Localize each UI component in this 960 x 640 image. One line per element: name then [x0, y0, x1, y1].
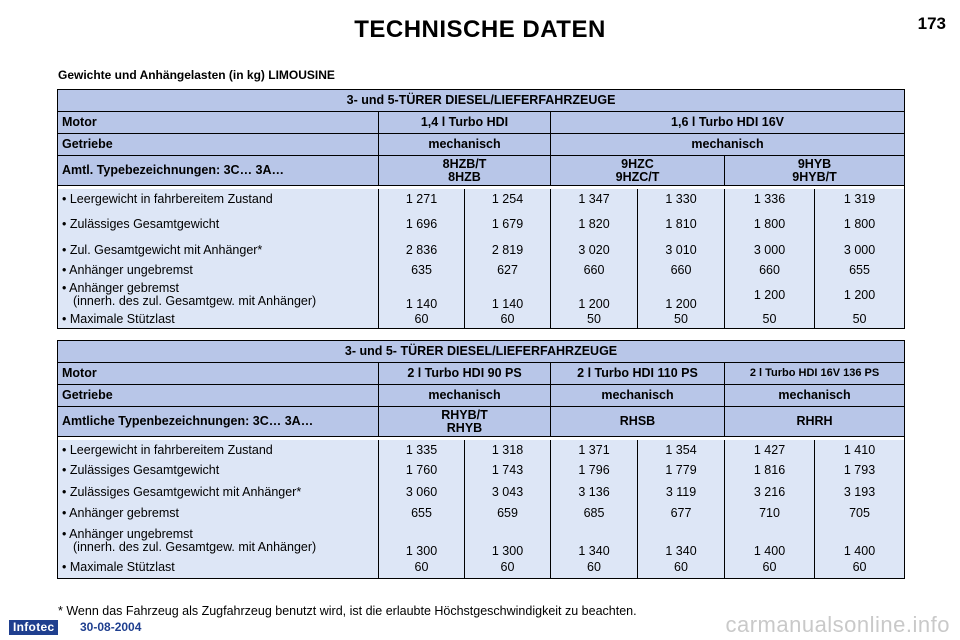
- row-label-note: (innerh. des zul. Gesamtgew. mit Anhänger): [73, 540, 317, 554]
- row-label: • Leergewicht in fahrbereitem Zustand: [58, 440, 379, 460]
- cell-value: 1 793: [815, 460, 905, 481]
- footer-date: 30-08-2004: [80, 620, 142, 634]
- table-row: [58, 503, 905, 524]
- cell-value: 685: [551, 503, 638, 524]
- cell-value: 1 254: [465, 189, 551, 209]
- cell-value: 1 319: [815, 189, 905, 209]
- cell-value: 3 060: [379, 481, 465, 503]
- type-code: 8HZB/T: [442, 156, 487, 171]
- cell-value: 1 427: [725, 440, 815, 460]
- table2-title: 3- und 5- TÜRER DIESEL/LIEFERFAHRZEUGE: [58, 341, 905, 363]
- cell-value: 1 800: [815, 209, 905, 239]
- cell-value: 3 043: [465, 481, 551, 503]
- table-row: [58, 209, 905, 239]
- cell-value: 1 200: [725, 279, 815, 311]
- row-label-line: • Anhänger gebremst: [62, 281, 179, 295]
- cell-value: 50: [725, 311, 815, 328]
- table-row: [58, 239, 905, 261]
- row-label: • Maximale Stützlast: [58, 558, 379, 578]
- table1-motor: 1,4 l Turbo HDI: [379, 112, 551, 134]
- table-row: [58, 279, 905, 311]
- cell-value: 660: [551, 261, 638, 279]
- table-row: [58, 481, 905, 503]
- table2-type: RHRH: [725, 407, 905, 437]
- cell-value: 1 340: [551, 524, 638, 558]
- cell-value: 60: [465, 558, 551, 578]
- table-row: [58, 189, 905, 209]
- row-label: • Anhänger ungebremst: [58, 261, 379, 279]
- cell-value: 1 696: [379, 209, 465, 239]
- table2-type-label: Amtliche Typenbezeichnungen: 3C… 3A…: [58, 407, 379, 437]
- row-label: • Maximale Stützlast: [58, 311, 379, 328]
- cell-value: 1 810: [638, 209, 725, 239]
- table1-motor-label: Motor: [58, 112, 379, 134]
- cell-value: 710: [725, 503, 815, 524]
- cell-value: 60: [815, 558, 905, 578]
- cell-value: 627: [465, 261, 551, 279]
- table1-getriebe-label: Getriebe: [58, 134, 379, 156]
- row-label: • Zulässiges Gesamtgewicht: [58, 209, 379, 239]
- table2-motor: 2 l Turbo HDI 16V 136 PS: [725, 363, 905, 385]
- row-label-note: (innerh. des zul. Gesamtgew. mit Anhänger): [73, 294, 317, 308]
- cell-value: 2 819: [465, 239, 551, 261]
- table1-getriebe: mechanisch: [379, 134, 551, 156]
- cell-value: 1 335: [379, 440, 465, 460]
- table-row: [58, 440, 905, 460]
- cell-value: 1 779: [638, 460, 725, 481]
- cell-value: 2 836: [379, 239, 465, 261]
- row-label: [58, 279, 379, 311]
- table2-getriebe: mechanisch: [725, 385, 905, 407]
- cell-value: 1 347: [551, 189, 638, 209]
- row-label: • Leergewicht in fahrbereitem Zustand: [58, 189, 379, 209]
- cell-value: 1 200: [551, 279, 638, 311]
- table1-getriebe: mechanisch: [551, 134, 905, 156]
- cell-value: 659: [465, 503, 551, 524]
- cell-value: 60: [379, 558, 465, 578]
- cell-value: 60: [638, 558, 725, 578]
- cell-value: 50: [551, 311, 638, 328]
- cell-value: 3 000: [725, 239, 815, 261]
- table2-motor: 2 l Turbo HDI 110 PS: [551, 363, 725, 385]
- row-label: [58, 524, 379, 558]
- cell-value: 50: [638, 311, 725, 328]
- spec-table-2: [57, 340, 905, 579]
- cell-value: 1 340: [638, 524, 725, 558]
- type-code: 8HZB: [448, 169, 481, 184]
- cell-value: 1 410: [815, 440, 905, 460]
- section-subtitle: Gewichte und Anhängelasten (in kg) LIMOUSINE: [58, 68, 335, 82]
- table2-getriebe: mechanisch: [379, 385, 551, 407]
- table1-type: [725, 156, 905, 186]
- table1-title: 3- und 5-TÜRER DIESEL/LIEFERFAHRZEUGE: [58, 90, 905, 112]
- cell-value: 1 400: [725, 524, 815, 558]
- table-row: [58, 524, 905, 558]
- row-label: • Zulässiges Gesamtgewicht mit Anhänger*: [58, 481, 379, 503]
- cell-value: 655: [379, 503, 465, 524]
- row-label-line: • Anhänger ungebremst: [62, 527, 193, 541]
- row-label: • Anhänger gebremst: [58, 503, 379, 524]
- table1-motor: 1,6 l Turbo HDI 16V: [551, 112, 905, 134]
- cell-value: 655: [815, 261, 905, 279]
- table-row: [58, 558, 905, 578]
- row-label: • Zul. Gesamtgewicht mit Anhänger*: [58, 239, 379, 261]
- infotec-logo: Infotec: [9, 620, 58, 635]
- cell-value: 3 020: [551, 239, 638, 261]
- type-code: 9HZC: [621, 156, 654, 171]
- table-row: [58, 261, 905, 279]
- cell-value: 60: [379, 311, 465, 328]
- row-label: • Zulässiges Gesamtgewicht: [58, 460, 379, 481]
- table-row: [58, 311, 905, 328]
- cell-value: 1 371: [551, 440, 638, 460]
- type-code: RHYB: [446, 420, 483, 435]
- cell-value: 50: [815, 311, 905, 328]
- cell-value: 60: [465, 311, 551, 328]
- cell-value: 1 796: [551, 460, 638, 481]
- type-code: RHYB/T: [441, 407, 488, 422]
- spec-table-1: [57, 89, 905, 329]
- table1-type: [551, 156, 725, 186]
- type-code: 9HYB: [797, 156, 832, 171]
- table2-motor: 2 l Turbo HDI 90 PS: [379, 363, 551, 385]
- cell-value: 1 760: [379, 460, 465, 481]
- cell-value: 3 010: [638, 239, 725, 261]
- table1-type-label: Amtl. Typebezeichnungen: 3C… 3A…: [58, 156, 379, 186]
- table2-type: RHSB: [551, 407, 725, 437]
- cell-value: 1 200: [815, 279, 905, 311]
- table-row: [58, 460, 905, 481]
- footnote: * Wenn das Fahrzeug als Zugfahrzeug benutzt wird, ist die erlaubte Höchstgeschwindigkeit zu beachten.: [58, 604, 637, 618]
- cell-value: 3 193: [815, 481, 905, 503]
- cell-value: 660: [638, 261, 725, 279]
- cell-value: 1 318: [465, 440, 551, 460]
- page-number: 173: [917, 14, 946, 33]
- cell-value: 1 300: [465, 524, 551, 558]
- cell-value: 1 336: [725, 189, 815, 209]
- type-code: 9HZC/T: [615, 169, 660, 184]
- cell-value: 3 136: [551, 481, 638, 503]
- cell-value: 1 400: [815, 524, 905, 558]
- type-code: 9HYB/T: [792, 169, 837, 184]
- cell-value: 3 216: [725, 481, 815, 503]
- cell-value: 1 140: [379, 279, 465, 311]
- table2-getriebe-label: Getriebe: [58, 385, 379, 407]
- cell-value: 1 200: [638, 279, 725, 311]
- page-title: TECHNISCHE DATEN: [354, 16, 606, 43]
- cell-value: 1 271: [379, 189, 465, 209]
- table2-type: [379, 407, 551, 437]
- cell-value: 1 800: [725, 209, 815, 239]
- cell-value: 3 000: [815, 239, 905, 261]
- cell-value: 1 820: [551, 209, 638, 239]
- cell-value: 1 140: [465, 279, 551, 311]
- table2-motor-label: Motor: [58, 363, 379, 385]
- watermark: carmanualsonline.info: [725, 612, 950, 637]
- cell-value: 60: [551, 558, 638, 578]
- cell-value: 1 354: [638, 440, 725, 460]
- cell-value: 1 330: [638, 189, 725, 209]
- cell-value: 1 743: [465, 460, 551, 481]
- cell-value: 705: [815, 503, 905, 524]
- cell-value: 1 300: [379, 524, 465, 558]
- cell-value: 60: [725, 558, 815, 578]
- cell-value: 677: [638, 503, 725, 524]
- cell-value: 635: [379, 261, 465, 279]
- cell-value: 1 816: [725, 460, 815, 481]
- table1-type: [379, 156, 551, 186]
- cell-value: 3 119: [638, 481, 725, 503]
- cell-value: 660: [725, 261, 815, 279]
- table2-getriebe: mechanisch: [551, 385, 725, 407]
- cell-value: 1 679: [465, 209, 551, 239]
